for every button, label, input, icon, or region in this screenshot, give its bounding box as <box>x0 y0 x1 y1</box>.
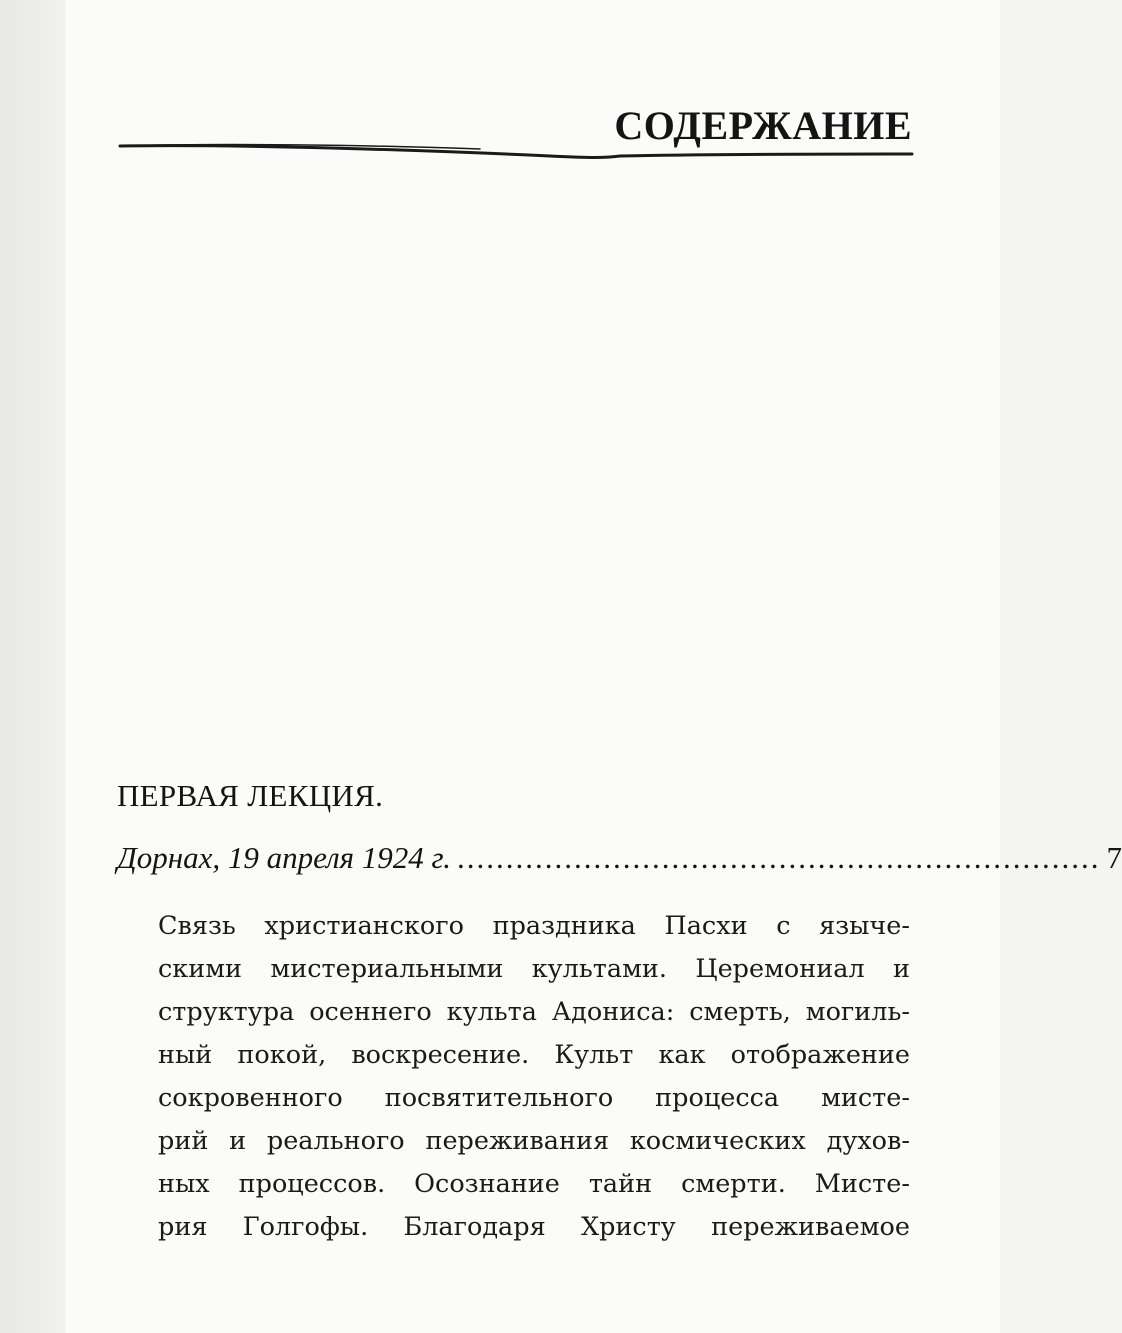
toc-entry <box>117 840 1122 876</box>
summary-line: ный покой, воскресение. Культ как отображение <box>158 1040 910 1070</box>
summary-line: Связь христианского праздника Пасхи с языче- <box>158 911 910 941</box>
summary-line: сокровенного посвятительного процесса мисте- <box>158 1083 910 1113</box>
page-number: 7 <box>1106 840 1122 875</box>
place-date: Дорнах, 19 апреля 1924 г. <box>117 840 451 875</box>
summary-line: рий и реального переживания космических духов- <box>158 1126 910 1156</box>
page-title: СОДЕРЖАНИЕ <box>614 103 912 148</box>
lecture-summary <box>158 905 910 1249</box>
lecture-title: ПЕРВАЯ ЛЕКЦИЯ. <box>117 778 384 813</box>
dot-leader: .................................................................. <box>456 840 1101 875</box>
summary-line: рия Голгофы. Благодаря Христу переживаемое <box>158 1212 910 1242</box>
page-gutter <box>0 0 65 1333</box>
summary-line: структура осеннего культа Адониса: смерть, могиль- <box>158 997 910 1027</box>
summary-line: ных процессов. Осознание тайн смерти. Мисте- <box>158 1169 910 1199</box>
heading-underline <box>120 138 912 168</box>
summary-line: скими мистериальными культами. Церемониал и <box>158 954 910 984</box>
